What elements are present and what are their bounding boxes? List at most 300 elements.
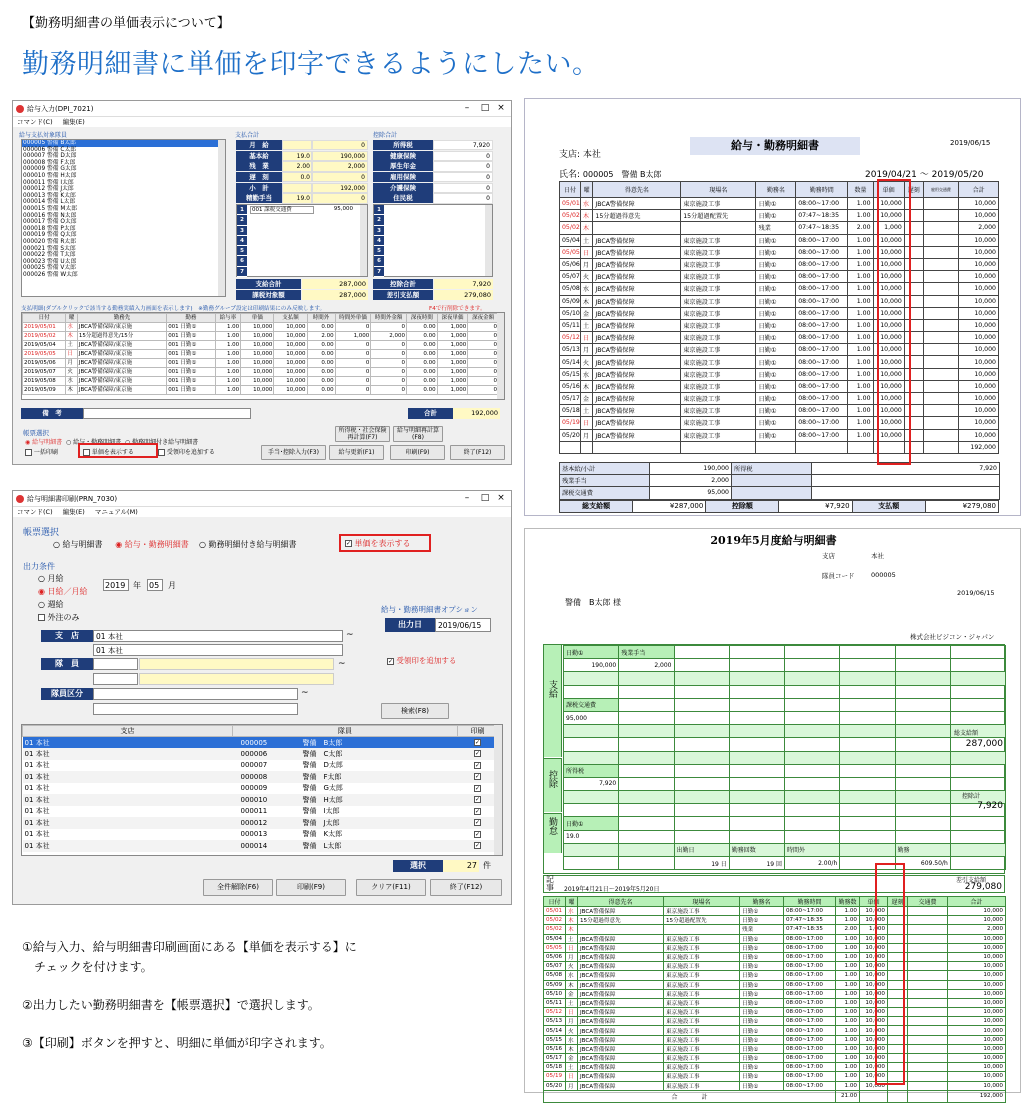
payslip-summary-cell [619, 711, 674, 724]
employee-list-item[interactable]: 000017 警備 O太郎 [23, 219, 77, 226]
maximize-icon[interactable]: □ [480, 493, 490, 503]
employee-list-item[interactable]: 000006 警備 C太郎 [23, 146, 77, 153]
pay-row-qty[interactable] [282, 140, 312, 150]
menu-item[interactable]: コマンド(C) [17, 508, 53, 516]
branch-select-2[interactable]: 01 本社 [93, 644, 343, 656]
print-checkbox[interactable]: ✓ [458, 748, 498, 760]
pay-row-amount[interactable]: 0 [312, 193, 368, 203]
payslip-summary-cell [674, 751, 729, 764]
payslip-detail-cell: 10,000 [948, 1008, 1006, 1017]
statement-cell: 1.00 [848, 307, 873, 319]
payslip-detail-cell [908, 925, 948, 934]
statement-cell: 10,000 [873, 198, 904, 210]
statement-cell: 東京施設工事 [681, 307, 756, 319]
close-icon[interactable]: × [497, 493, 505, 503]
form-radio-group [53, 539, 296, 550]
payslip-detail-cell: 東京施設工事 [664, 998, 740, 1007]
pay-row-label: 遅 刻 [236, 172, 282, 182]
deduction-row-amount[interactable]: 0 [433, 193, 493, 203]
payslip-sample [524, 528, 1021, 1101]
payslip-summary-cell [729, 698, 784, 711]
pay-row-label: 基本給 [236, 151, 282, 161]
detail-grid-row[interactable] [23, 368, 499, 377]
employee-list-item[interactable]: 000009 警備 G太郎 [23, 166, 77, 173]
row-number: 4 [374, 236, 384, 246]
payslip-detail-cell: JBCA警備保障 [578, 1063, 664, 1072]
payslip-detail-cell: 日勤① [740, 1017, 784, 1026]
statement-cell: JBCA警備保障 [593, 319, 681, 331]
statement-cell: 10,000 [959, 405, 999, 417]
statement-cell: 10,000 [959, 234, 999, 246]
detail-grid-header-cell: 単価 [241, 314, 274, 323]
payslip-summary-cell [895, 804, 950, 817]
output-date-input[interactable]: 2019/06/15 [435, 618, 491, 632]
show-unit-price-checkbox[interactable]: 単価を表示する [83, 447, 134, 456]
payslip-summary-row [564, 751, 1006, 764]
payslip-detail-header-cell: 勤務名 [740, 897, 784, 907]
employee-list-item[interactable]: 000007 警備 D太郎 [23, 153, 77, 160]
statement-row [560, 393, 999, 405]
detail-grid-cell: 月 [66, 359, 77, 368]
detail-grid-row[interactable] [23, 386, 499, 395]
payslip-summary-cell [619, 804, 674, 817]
member-to-name [139, 673, 334, 685]
print-checkbox[interactable]: ✓ [458, 794, 498, 806]
radio-weekly[interactable]: ○ 週給 [38, 600, 64, 609]
payslip-summary-cell [619, 725, 674, 738]
pay-row-qty[interactable]: 19.0 [282, 193, 312, 203]
employee-list[interactable] [21, 139, 226, 297]
employee-list-item[interactable]: 000016 警備 N太郎 [23, 212, 77, 219]
print-checkbox[interactable]: ✓ [475, 807, 481, 815]
detail-grid-row[interactable] [23, 377, 499, 386]
pay-row-qty[interactable]: 19.0 [282, 151, 312, 161]
summary-cell: 2,000 [650, 475, 732, 487]
payslip-detail-cell: 08:00~17:00 [784, 1035, 836, 1044]
deduction-row-amount[interactable]: 0 [433, 183, 493, 193]
employee-list-item[interactable]: 000018 警備 P太郎 [23, 225, 76, 232]
employee-list-item[interactable]: 000021 警備 S太郎 [23, 245, 76, 252]
detail-grid-cell: 0 [468, 368, 499, 377]
payslip-detail-cell: 05/12 [544, 1008, 566, 1017]
payslip-detail-cell: 05/07 [544, 962, 566, 971]
payslip-detail-cell: 10,000 [948, 1063, 1006, 1072]
employee-list-scrollbar[interactable] [218, 140, 225, 296]
payslip-detail-cell: 08:00~17:00 [784, 952, 836, 961]
statement-footer-cell: ¥279,080 [925, 500, 998, 512]
statement-cell [923, 271, 959, 283]
allowance-item-name[interactable]: 001 課税交通費 [250, 206, 314, 214]
print-grid-row[interactable] [23, 806, 498, 818]
year-input[interactable]: 2019 [103, 579, 129, 591]
detail-grid-row[interactable] [23, 323, 499, 332]
payslip-summary-cell [619, 672, 674, 685]
statement-cell: 1.00 [848, 380, 873, 392]
detail-grid-cell: 10,000 [274, 368, 307, 377]
payslip-detail-cell: 1.00 [836, 1017, 860, 1026]
payslip-summary-cell [619, 698, 674, 711]
print-checkbox[interactable]: ✓ [458, 737, 498, 749]
payslip-detail-cell: 1.00 [836, 907, 860, 916]
step-1: ①給与入力、給与明細書印刷画面にある【単価を表示する】に [22, 940, 357, 954]
payslip-summary-cell [895, 764, 950, 777]
radio-pay-slip[interactable]: ○ 給与明細書 [53, 540, 103, 549]
menu-item[interactable]: マニュアル(M) [94, 508, 138, 516]
payslip-summary-cell [785, 817, 840, 830]
payslip-detail-cell: 土 [566, 1063, 578, 1072]
allowance-scrollbar[interactable] [360, 205, 367, 276]
statement-cell [923, 319, 959, 331]
pay-row-amount[interactable]: 0 [312, 140, 368, 150]
payslip-detail-cell: 10,000 [948, 907, 1006, 916]
statement-cell: 日勤① [756, 307, 796, 319]
statement-cell: 08:00~17:00 [796, 198, 848, 210]
summary-cell: 7,920 [812, 463, 1000, 475]
employee-list-item[interactable]: 000012 警備 J太郎 [23, 186, 74, 193]
payslip-summary-row [564, 659, 1006, 672]
payslip-detail-cell: 東京施設工事 [664, 962, 740, 971]
detail-grid-cell: 001 日勤① [167, 359, 215, 368]
employee-list-item[interactable]: 000005 警備 B太郎 [22, 140, 225, 147]
payslip-detail-row [544, 980, 1006, 989]
summary-cell [732, 487, 812, 499]
maximize-icon[interactable]: □ [480, 103, 490, 113]
payslip-summary-cell [785, 804, 840, 817]
detail-grid-header-cell: 時間外単価 [335, 314, 371, 323]
detail-grid-cell: 001 日勤① [167, 323, 215, 332]
payslip-detail-header-cell: 合計 [948, 897, 1006, 907]
payslip-detail-cell: 10,000 [948, 1054, 1006, 1063]
statement-cell [923, 356, 959, 368]
detail-grid-cell: 2019/05/09 [23, 386, 66, 395]
statement-cell: 東京施設工事 [681, 258, 756, 270]
detail-grid[interactable] [21, 312, 505, 400]
payslip-detail-cell: JBCA警備保障 [578, 962, 664, 971]
payslip-summary-cell: 609.50/h [895, 857, 950, 870]
pay-row-qty[interactable]: 0.0 [282, 172, 312, 182]
statement-header-cell: 勤務名 [756, 182, 796, 198]
print-grid-branch: 01 本社 [23, 771, 233, 783]
payslip-summary-cell [619, 738, 674, 751]
month-input[interactable]: 05 [147, 579, 163, 591]
print-checkbox[interactable]: ✓ [475, 830, 481, 838]
payslip-detail-cell: 土 [566, 934, 578, 943]
radio-daily-monthly[interactable]: ◉ 日給／月給 [38, 587, 88, 596]
employee-list-item[interactable]: 000008 警備 F太郎 [23, 159, 76, 166]
statement-header-cell: 雇用交通費 [923, 182, 959, 198]
print-grid-scrollbar[interactable] [494, 725, 502, 855]
detail-grid-cell: JBCA警備保障/東京施 [77, 341, 166, 350]
statement-cell: 日勤① [756, 368, 796, 380]
statement-cell: 08:00~17:00 [796, 417, 848, 429]
statement-header-cell: 勤務時間 [796, 182, 848, 198]
payslip-summary-cell [840, 659, 895, 672]
statement-branch: 支店: 本社 [559, 150, 601, 160]
show-unit-price-checkbox[interactable]: ✓ 単価を表示する [346, 539, 411, 548]
statement-cell: 日勤① [756, 393, 796, 405]
bulk-print-checkbox[interactable]: 一括印刷 [25, 449, 58, 456]
print-checkbox[interactable]: ✓ [475, 761, 481, 769]
print-grid-row[interactable] [23, 771, 498, 783]
payslip-summary-cell [895, 777, 950, 790]
clear-all-button[interactable]: 全件解除(F6) [203, 879, 273, 896]
detail-grid-row[interactable] [23, 332, 499, 341]
payslip-detail-cell: 10,000 [948, 1072, 1006, 1081]
print-grid-member: 000008 警備 F太郎 [233, 771, 458, 783]
allowance-item-value[interactable]: 95,000 [333, 206, 353, 212]
recalc-tax-button[interactable]: 所得税・社会保険 再計算(F7) [335, 426, 390, 442]
employee-list-item[interactable]: 000011 警備 I太郎 [23, 179, 74, 186]
statement-cell: JBCA警備保障 [593, 295, 681, 307]
payslip-summary-cell: 課税交通費 [564, 698, 619, 711]
recalc-pay-button[interactable]: 給与明細再計算 (F8) [393, 426, 443, 442]
minimize-icon[interactable]: – [464, 103, 470, 113]
print-button[interactable]: 印刷(F9) [390, 445, 445, 460]
detail-grid-cell: JBCA警備保障/東京施 [77, 377, 166, 386]
print-grid-row[interactable] [23, 840, 498, 852]
deduction-row-label: 雇用保険 [373, 172, 433, 182]
foreign-only-checkbox[interactable]: 外注のみ [38, 612, 80, 623]
member-class-select-1[interactable] [93, 688, 298, 700]
payslip-summary-cell [840, 791, 895, 804]
radio-pay-slip[interactable]: ◉ 給与明細書 [25, 439, 63, 446]
statement-cell: 10,000 [959, 246, 999, 258]
allowance-list[interactable] [236, 204, 368, 277]
payslip-detail-row [544, 998, 1006, 1007]
payslip-detail-cell: JBCA警備保障 [578, 971, 664, 980]
payslip-detail-cell: 1.00 [836, 1035, 860, 1044]
page-title: 勤務明細書に単価を印字できるようにしたい。 [22, 49, 600, 80]
minimize-icon[interactable]: – [464, 493, 470, 503]
statement-cell: 05/02 [560, 210, 581, 222]
member-from-code[interactable] [93, 658, 138, 670]
statement-cell: 月 [580, 344, 593, 356]
pay-row-amount[interactable]: 0 [312, 172, 368, 182]
payslip-summary-cell [729, 751, 784, 764]
statement-cell: 10,000 [959, 258, 999, 270]
statement-row [560, 307, 999, 319]
deduction-row-amount[interactable]: 0 [433, 161, 493, 171]
radio-monthly[interactable]: ○ 月給 [38, 574, 64, 583]
print-checkbox[interactable]: ✓ [458, 817, 498, 829]
statement-cell: 08:00~17:00 [796, 271, 848, 283]
employee-list-item[interactable]: 000010 警備 H太郎 [23, 172, 77, 179]
deduction-total-label: 控除合計 [373, 279, 433, 289]
payslip-summary-row [564, 830, 1006, 843]
pay-row-qty[interactable] [282, 183, 312, 193]
statement-cell: 1.00 [848, 295, 873, 307]
exit-button[interactable]: 終了(F12) [430, 879, 502, 896]
payslip-detail-cell: 2.00 [836, 925, 860, 934]
payslip-detail-cell: JBCA警備保障 [578, 1035, 664, 1044]
payslip-detail-cell [908, 907, 948, 916]
employee-list-item[interactable]: 000019 警備 Q太郎 [23, 232, 77, 239]
employee-list-item[interactable]: 000026 警備 W太郎 [23, 271, 78, 278]
payslip-summary-cell [674, 777, 729, 790]
payslip-detail-cell: 05/02 [544, 916, 566, 925]
payslip-summary-cell [619, 764, 674, 777]
print-checkbox[interactable]: ✓ [475, 784, 481, 792]
statement-cell: 東京施設工事 [681, 246, 756, 258]
detail-grid-row[interactable] [23, 341, 499, 350]
statement-cell: 08:00~17:00 [796, 307, 848, 319]
payslip-detail-cell: 10,000 [948, 962, 1006, 971]
window-titlebar[interactable] [13, 491, 511, 507]
print-grid-row[interactable] [23, 737, 498, 749]
payslip-detail-cell [908, 989, 948, 998]
row-number: 1 [374, 205, 384, 215]
pay-row [236, 172, 368, 182]
statement-cell [923, 307, 959, 319]
close-icon[interactable]: × [497, 103, 505, 113]
print-grid-member: 000012 警備 J太郎 [233, 817, 458, 829]
payslip-detail-cell: 05/15 [544, 1035, 566, 1044]
payslip-summary-row [564, 804, 1006, 817]
payslip-detail-cell: 1.00 [836, 998, 860, 1007]
deduction-scrollbar[interactable] [485, 205, 492, 276]
print-grid-row[interactable] [23, 760, 498, 772]
payslip-detail-cell: 10,000 [948, 980, 1006, 989]
deduction-row-label: 厚生年金 [373, 161, 433, 171]
print-target-grid[interactable] [21, 724, 503, 856]
window-title: 給与入力(DPI_7021) [27, 105, 94, 113]
radio-work-detail-slip[interactable]: ○ 勤務明細付き給与明細書 [125, 439, 199, 446]
statement-cell: 1.00 [848, 332, 873, 344]
search-button[interactable]: 検索(F8) [381, 703, 449, 719]
payslip-detail-cell: 残業 [740, 925, 784, 934]
payslip-detail-cell: 1.00 [836, 1063, 860, 1072]
payslip-detail-cell: 08:00~17:00 [784, 962, 836, 971]
detail-grid-cell: 2019/05/06 [23, 359, 66, 368]
payslip-detail-row [544, 1063, 1006, 1072]
payslip-detail-cell: 日勤① [740, 943, 784, 952]
add-stamp-checkbox[interactable]: 受領印を追加する [158, 447, 215, 456]
deduction-row-amount[interactable]: 7,920 [433, 140, 493, 150]
payslip-detail-cell: 日勤① [740, 1072, 784, 1081]
remarks-input[interactable] [83, 408, 251, 419]
pay-row-amount[interactable]: 192,000 [312, 183, 368, 193]
detail-grid-cell: 1,000 [437, 377, 468, 386]
payslip-summary-cell [674, 698, 729, 711]
deduction-row-amount[interactable]: 0 [433, 151, 493, 161]
employee-list-item[interactable]: 000023 警備 U太郎 [23, 258, 77, 265]
print-grid-row[interactable] [23, 748, 498, 760]
menu-item[interactable]: 編集(E) [62, 508, 85, 516]
payslip-detail-cell [908, 1044, 948, 1053]
radio-pay-work-slip[interactable]: ◉ 給与・勤務明細書 [115, 540, 189, 549]
statement-cell: JBCA警備保障 [593, 356, 681, 368]
payslip-detail-cell: 日勤① [740, 1081, 784, 1090]
statement-cell: 1.00 [848, 356, 873, 368]
statement-cell: 07:47~18:35 [796, 210, 848, 222]
statement-cell: JBCA警備保障 [593, 344, 681, 356]
deduction-row-amount[interactable]: 0 [433, 172, 493, 182]
statement-cell: 10,000 [959, 344, 999, 356]
radio-work-detail-slip[interactable]: ○ 勤務明細付き給与明細書 [198, 540, 297, 549]
statement-cell [923, 246, 959, 258]
statement-cell: 05/12 [560, 332, 581, 344]
member-to-code[interactable] [93, 673, 138, 685]
statement-summary-wrap [559, 462, 999, 513]
statement-cell: 日勤① [756, 332, 796, 344]
payslip-detail-cell [908, 998, 948, 1007]
form-select-label: 帳票選択 [23, 528, 60, 538]
member-class-select-2[interactable] [93, 703, 298, 715]
payslip-detail-cell: 日勤① [740, 1054, 784, 1063]
employee-list-item[interactable]: 000014 警備 L太郎 [23, 199, 76, 206]
highlight-unit-price-column [875, 863, 905, 1085]
statement-cell: 05/10 [560, 307, 581, 319]
payslip-summary-cell [785, 764, 840, 777]
selected-unit: 件 [483, 861, 491, 870]
exit-button[interactable]: 終了(F12) [450, 445, 505, 460]
payslip-detail-cell: 05/02 [544, 925, 566, 934]
print-grid-row[interactable] [23, 829, 498, 841]
radio-pay-work-slip[interactable]: ○ 給与・勤務明細書 [66, 439, 122, 446]
print-grid-row[interactable] [23, 794, 498, 806]
detail-grid-cell: 0 [371, 368, 407, 377]
detail-grid-row[interactable] [23, 359, 499, 368]
allowance-input-button[interactable]: 手当･控除入力(F3) [261, 445, 326, 460]
employee-list-item[interactable]: 000013 警備 K太郎 [23, 192, 76, 199]
payslip-summary-cell: 残業手当 [619, 646, 674, 659]
detail-grid-cell: 0 [371, 359, 407, 368]
detail-grid-cell: 1,000 [437, 368, 468, 377]
window-titlebar[interactable] [13, 101, 511, 117]
payslip-detail-cell: 水 [566, 971, 578, 980]
print-checkbox[interactable]: ✓ [458, 771, 498, 783]
payslip-total-label: 合 計 [544, 1090, 836, 1102]
detail-grid-row[interactable] [23, 350, 499, 359]
add-stamp-checkbox[interactable]: ✓ 受領印を追加する [388, 656, 457, 665]
payslip-detail-cell: 08:00~17:00 [784, 934, 836, 943]
print-grid-row[interactable] [23, 783, 498, 795]
payslip-detail-cell: 1.00 [836, 980, 860, 989]
deduction-other-list[interactable] [373, 204, 493, 277]
pay-update-button[interactable]: 給与更新(F1) [329, 445, 384, 460]
employee-list-item[interactable]: 000020 警備 R太郎 [23, 238, 77, 245]
menu-item[interactable]: コマンド(C) [17, 118, 53, 126]
payslip-emp: 000005 [871, 571, 896, 579]
print-checkbox[interactable]: ✓ [458, 840, 498, 852]
menu-item[interactable]: 編集(E) [62, 118, 85, 126]
payslip-detail-cell: 10,000 [860, 1008, 888, 1017]
payslip-detail-cell: 東京施設工事 [664, 934, 740, 943]
employee-list-item[interactable]: 000022 警備 T太郎 [23, 252, 76, 259]
pay-row-qty[interactable]: 2.00 [282, 161, 312, 171]
statement-cell: 1.00 [848, 429, 873, 441]
payslip-company: 株式会社ビジコン・ジャパン [910, 633, 995, 641]
employee-list-item[interactable]: 000015 警備 M太郎 [23, 205, 78, 212]
detail-grid-scrollbar[interactable] [497, 313, 504, 399]
payslip-detail-cell: 東京施設工事 [664, 1008, 740, 1017]
print-button[interactable]: 印刷(F9) [276, 879, 346, 896]
payslip-detail-cell: 08:00~17:00 [784, 971, 836, 980]
pay-row-amount[interactable]: 190,000 [312, 151, 368, 161]
detail-grid-cell: 0 [335, 386, 371, 395]
statement-cell: 08:00~17:00 [796, 234, 848, 246]
pay-row-amount[interactable]: 2,000 [312, 161, 368, 171]
payslip-summary-cell [564, 843, 619, 856]
pay-row [236, 193, 368, 203]
clear-button[interactable]: クリア(F11) [356, 879, 426, 896]
branch-select-1[interactable]: 01 本社 [93, 630, 343, 642]
statement-row [560, 405, 999, 417]
print-grid-row[interactable] [23, 817, 498, 829]
payslip-summary-cell [840, 817, 895, 830]
employee-list-item[interactable]: 000025 警備 V太郎 [23, 265, 76, 272]
detail-grid-cell: 0.00 [307, 341, 335, 350]
